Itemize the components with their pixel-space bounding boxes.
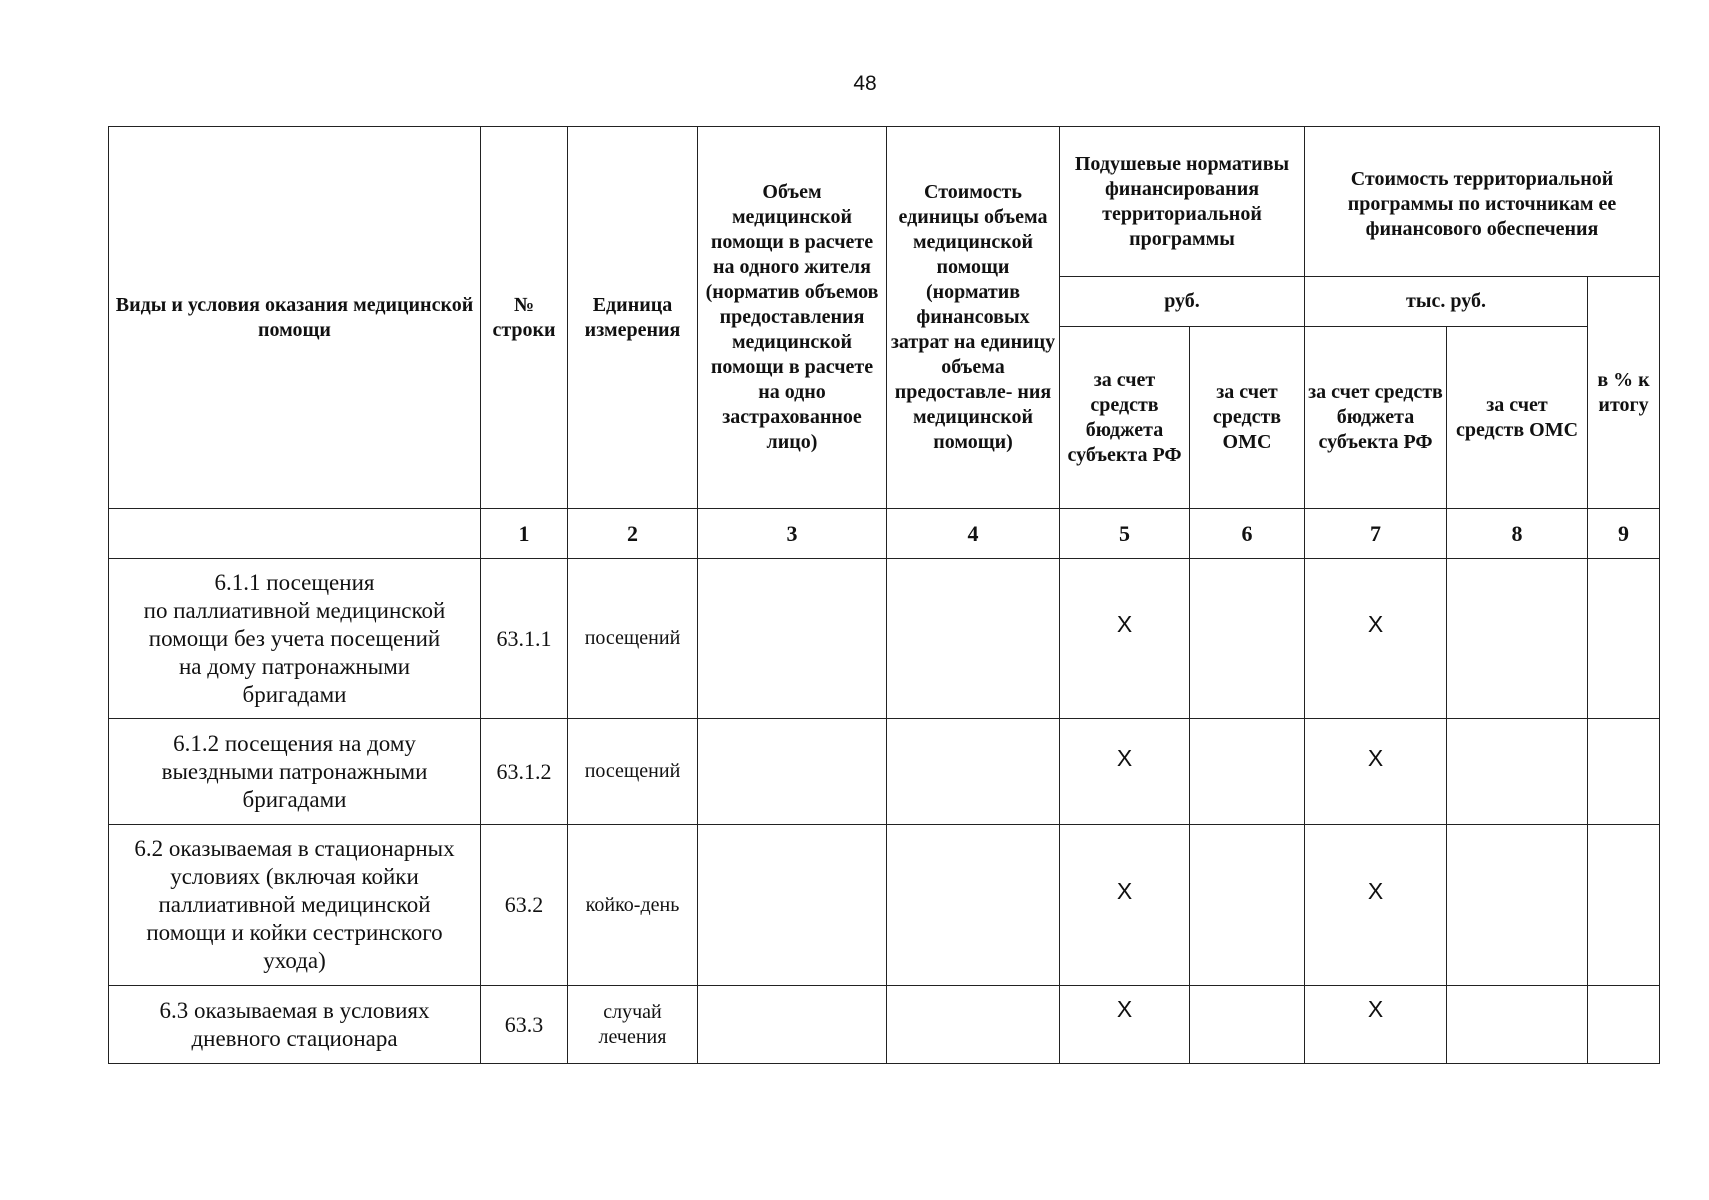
header-budget-rub: за счет средств бюджета субъекта РФ	[1060, 327, 1190, 509]
cell-unit-cost	[887, 719, 1060, 825]
cell-budget-thousand: Х	[1305, 719, 1447, 825]
header-oms-rub: за счет средств ОМС	[1190, 327, 1305, 509]
row-code: 63.2	[481, 825, 568, 986]
cell-budget-rub: Х	[1060, 986, 1190, 1064]
cell-percent	[1588, 719, 1660, 825]
header-budget-thousand: за счет средств бюджета субъекта РФ	[1305, 327, 1447, 509]
header-unit: Единица измерения	[568, 127, 698, 509]
cell-unit-cost	[887, 986, 1060, 1064]
cell-percent	[1588, 825, 1660, 986]
row-unit: посещений	[568, 559, 698, 719]
cell-volume	[698, 559, 887, 719]
header-per-capita-group: Подушевые нормативы финансирования территориальной программы	[1060, 127, 1305, 277]
row-code: 63.1.1	[481, 559, 568, 719]
row-code: 63.1.2	[481, 719, 568, 825]
financing-table	[108, 126, 1660, 1064]
cell-percent	[1588, 986, 1660, 1064]
header-type-of-care: Виды и условия оказания медицинской помощи	[109, 127, 481, 509]
column-number: 5	[1060, 509, 1190, 559]
row-unit: посещений	[568, 719, 698, 825]
row-unit: койко-день	[568, 825, 698, 986]
table-row	[109, 825, 1660, 986]
cell-unit-cost	[887, 825, 1060, 986]
row-code: 63.3	[481, 986, 568, 1064]
cell-oms-rub	[1190, 825, 1305, 986]
cell-unit-cost	[887, 559, 1060, 719]
cell-volume	[698, 719, 887, 825]
cell-oms-thousand	[1447, 559, 1588, 719]
cell-oms-rub	[1190, 559, 1305, 719]
header-row-number: № строки	[481, 127, 568, 509]
row-name: 6.3 оказываемая в условиях дневного стационара	[109, 986, 481, 1064]
header-unit-rub: руб.	[1060, 277, 1305, 327]
row-name: 6.1.2 посещения на дому выездными патронажными бригадами	[109, 719, 481, 825]
cell-volume	[698, 825, 887, 986]
header-percent-of-total: в % к итогу	[1588, 277, 1660, 509]
header-oms-thousand: за счет средств ОМС	[1447, 327, 1588, 509]
column-number: 9	[1588, 509, 1660, 559]
cell-budget-thousand: Х	[1305, 559, 1447, 719]
cell-oms-rub	[1190, 719, 1305, 825]
table-row	[109, 719, 1660, 825]
cell-oms-rub	[1190, 986, 1305, 1064]
column-number: 1	[481, 509, 568, 559]
column-number	[109, 509, 481, 559]
page-number: 48	[853, 72, 877, 95]
header-volume: Объем медицинской помощи в расчете на одного жителя (норматив объемов предоставления медицинской помощи в расчете на одно застрахованное лицо)	[698, 127, 887, 509]
cell-budget-thousand: Х	[1305, 825, 1447, 986]
table-row	[109, 986, 1660, 1064]
cell-volume	[698, 986, 887, 1064]
cell-budget-thousand: Х	[1305, 986, 1447, 1064]
header-unit-thousand-rub: тыс. руб.	[1305, 277, 1588, 327]
cell-oms-thousand	[1447, 986, 1588, 1064]
column-number: 8	[1447, 509, 1588, 559]
column-number: 6	[1190, 509, 1305, 559]
header-row-1	[109, 127, 1660, 277]
column-number: 7	[1305, 509, 1447, 559]
header-program-cost-group: Стоимость территориальной программы по источникам ее финансового обеспечения	[1305, 127, 1660, 277]
column-number: 4	[887, 509, 1060, 559]
column-number: 2	[568, 509, 698, 559]
cell-budget-rub: Х	[1060, 825, 1190, 986]
row-name: 6.2 оказываемая в стационарных условиях (включая койки паллиативной медицинской помощи и койки сестринского ухода)	[109, 825, 481, 986]
column-number: 3	[698, 509, 887, 559]
row-name: 6.1.1 посещения по паллиативной медицинской помощи без учета посещений на дому патронажными бригадами	[109, 559, 481, 719]
cell-oms-thousand	[1447, 825, 1588, 986]
cell-budget-rub: Х	[1060, 719, 1190, 825]
column-number-row	[109, 509, 1660, 559]
row-unit: случай лечения	[568, 986, 698, 1064]
table-row	[109, 559, 1660, 719]
cell-budget-rub: Х	[1060, 559, 1190, 719]
header-unit-cost: Стоимость единицы объема медицинской помощи (норматив финансовых затрат на единицу объема предоставле- ния медицинской помощи)	[887, 127, 1060, 509]
cell-percent	[1588, 559, 1660, 719]
cell-oms-thousand	[1447, 719, 1588, 825]
